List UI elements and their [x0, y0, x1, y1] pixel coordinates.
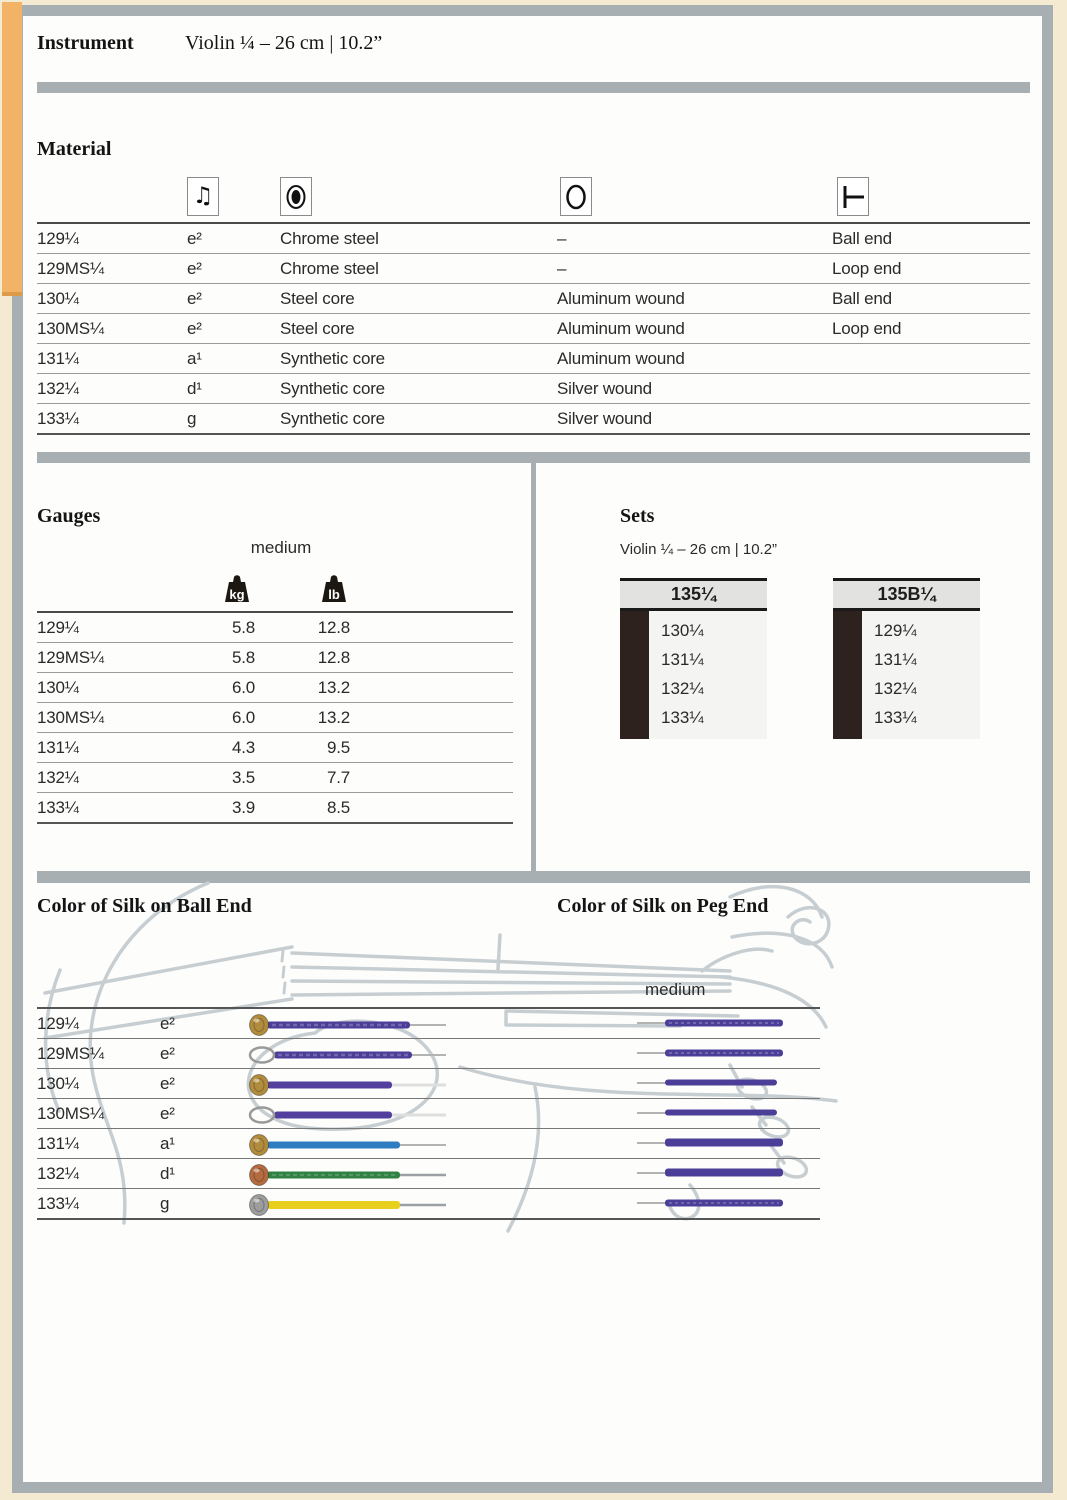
set-card-135	[620, 578, 767, 739]
string-end-icon	[837, 177, 869, 216]
lb-value: 12.8	[317, 617, 350, 637]
instrument-label: Instrument	[37, 32, 134, 54]
sets-title: Sets	[620, 505, 655, 527]
string-winding: –	[557, 258, 567, 278]
lb-unit-label: lb	[328, 587, 340, 602]
orange-accent-tab	[2, 2, 22, 296]
peg-end-string-graphic	[635, 1043, 795, 1063]
lb-weight-icon	[318, 574, 350, 611]
string-note: a¹	[160, 1133, 175, 1153]
table-row	[37, 284, 1030, 314]
vertical-divider-bar	[531, 452, 536, 871]
material-table	[37, 222, 1030, 435]
gauges-table	[37, 611, 513, 824]
string-code: 132¼	[37, 1163, 79, 1183]
instrument-value: Violin ¼ – 26 cm | 10.2”	[185, 32, 383, 54]
table-row	[37, 673, 513, 703]
table-row	[37, 1039, 820, 1069]
lb-value: 12.8	[317, 647, 350, 667]
kg-value: 3.9	[231, 797, 255, 817]
string-code: 130¼	[37, 288, 79, 308]
loop-end-string-graphic	[248, 1043, 458, 1067]
string-core: Synthetic core	[280, 408, 385, 428]
string-core: Chrome steel	[280, 258, 379, 278]
set-item: 133¼	[874, 708, 917, 727]
table-row	[37, 1129, 820, 1159]
peg-end-string-graphic	[635, 1073, 795, 1093]
silk-color-table	[37, 1007, 820, 1220]
string-code: 133¼	[37, 797, 79, 817]
kg-value: 6.0	[231, 707, 255, 727]
set-item: 131¼	[874, 650, 917, 669]
string-note: e²	[187, 288, 202, 308]
peg-end-string-graphic	[635, 1013, 795, 1033]
kg-value: 5.8	[231, 617, 255, 637]
ball-end-string-graphic	[248, 1133, 458, 1157]
string-winding: Aluminum wound	[557, 288, 685, 308]
string-code: 133¼	[37, 1193, 79, 1213]
table-row	[37, 344, 1030, 374]
ball-end-string-graphic	[248, 1193, 458, 1217]
card-accent-bar	[833, 611, 862, 739]
string-winding: Aluminum wound	[557, 318, 685, 338]
kg-unit-label: kg	[229, 587, 245, 602]
gauges-title: Gauges	[37, 505, 101, 527]
string-code: 129MS¼	[37, 1043, 104, 1063]
silk-tension-label: medium	[645, 980, 706, 999]
table-row	[37, 404, 1030, 435]
ball-end-string-graphic	[248, 1163, 458, 1187]
string-code: 130MS¼	[37, 707, 104, 727]
table-row	[37, 793, 513, 824]
string-code: 130¼	[37, 677, 79, 697]
peg-end-string-graphic	[635, 1163, 795, 1183]
string-code: 129MS¼	[37, 647, 104, 667]
kg-weight-icon	[221, 574, 253, 611]
string-core: Synthetic core	[280, 378, 385, 398]
sets-subtitle: Violin ¼ – 26 cm | 10.2”	[620, 541, 778, 558]
table-row	[37, 703, 513, 733]
kg-value: 3.5	[231, 767, 255, 787]
lb-value: 8.5	[326, 797, 350, 817]
set-item: 133¼	[661, 708, 704, 727]
set-item: 131¼	[661, 650, 704, 669]
set-name: 135¼	[620, 581, 767, 611]
set-card-body	[620, 611, 767, 739]
string-note: e²	[187, 318, 202, 338]
string-code: 129¼	[37, 617, 79, 637]
set-card-body	[833, 611, 980, 739]
table-row	[37, 224, 1030, 254]
winding-icon	[560, 177, 592, 216]
header-divider-bar	[37, 82, 1030, 93]
string-code: 129¼	[37, 1013, 79, 1033]
silk-ball-title: Color of Silk on Ball End	[37, 895, 252, 917]
table-row	[37, 1009, 820, 1039]
string-note: d¹	[187, 378, 202, 398]
table-row	[37, 254, 1030, 284]
string-code: 132¼	[37, 378, 79, 398]
string-winding: Aluminum wound	[557, 348, 685, 368]
table-row	[37, 763, 513, 793]
note-icon: ♫	[187, 177, 219, 216]
string-code: 131¼	[37, 1133, 79, 1153]
string-code: 130MS¼	[37, 1103, 104, 1123]
string-note: g	[160, 1193, 170, 1213]
string-code: 130¼	[37, 1073, 79, 1093]
string-core: Steel core	[280, 288, 355, 308]
string-code: 131¼	[37, 737, 79, 757]
table-row	[37, 643, 513, 673]
peg-end-string-graphic	[635, 1133, 795, 1153]
ball-end-string-graphic	[248, 1013, 458, 1037]
string-note: a¹	[187, 348, 202, 368]
set-item: 132¼	[661, 679, 704, 698]
string-end: Loop end	[832, 318, 902, 338]
lb-value: 9.5	[326, 737, 350, 757]
table-row	[37, 1189, 820, 1220]
set-item: 132¼	[874, 679, 917, 698]
string-winding: Silver wound	[557, 378, 652, 398]
string-winding: –	[557, 228, 567, 248]
silk-peg-title: Color of Silk on Peg End	[557, 895, 769, 917]
string-note: e²	[187, 258, 202, 278]
loop-end-string-graphic	[248, 1103, 458, 1127]
string-winding: Silver wound	[557, 408, 652, 428]
string-note: e²	[160, 1103, 175, 1123]
card-accent-bar	[620, 611, 649, 739]
peg-end-string-graphic	[635, 1193, 795, 1213]
lb-value: 7.7	[326, 767, 350, 787]
set-card-135B	[833, 578, 980, 739]
table-row	[37, 733, 513, 763]
peg-end-string-graphic	[635, 1103, 795, 1123]
string-core: Steel core	[280, 318, 355, 338]
string-core: Chrome steel	[280, 228, 379, 248]
material-title: Material	[37, 138, 112, 160]
string-note: e²	[160, 1073, 175, 1093]
lb-value: 13.2	[317, 677, 350, 697]
string-note: g	[187, 408, 197, 428]
table-row	[37, 314, 1030, 344]
table-row	[37, 1159, 820, 1189]
kg-value: 6.0	[231, 677, 255, 697]
string-code: 131¼	[37, 348, 79, 368]
ball-end-string-graphic	[248, 1073, 458, 1097]
string-code: 133¼	[37, 408, 79, 428]
lb-value: 13.2	[317, 707, 350, 727]
set-item: 129¼	[874, 621, 917, 640]
kg-value: 4.3	[231, 737, 255, 757]
table-row	[37, 613, 513, 643]
core-icon	[280, 177, 312, 216]
string-end: Ball end	[832, 288, 892, 308]
string-note: e²	[187, 228, 202, 248]
string-code: 130MS¼	[37, 318, 104, 338]
set-name: 135B¼	[833, 581, 980, 611]
string-end: Loop end	[832, 258, 902, 278]
kg-value: 5.8	[231, 647, 255, 667]
string-code: 129MS¼	[37, 258, 104, 278]
string-note: d¹	[160, 1163, 175, 1183]
string-code: 132¼	[37, 767, 79, 787]
set-item: 130¼	[661, 621, 704, 640]
string-note: e²	[160, 1043, 175, 1063]
string-core: Synthetic core	[280, 348, 385, 368]
string-end: Ball end	[832, 228, 892, 248]
table-row	[37, 1069, 820, 1099]
table-row	[37, 1099, 820, 1129]
string-note: e²	[160, 1013, 175, 1033]
table-row	[37, 374, 1030, 404]
string-code: 129¼	[37, 228, 79, 248]
gauges-tension-label: medium	[250, 538, 312, 557]
